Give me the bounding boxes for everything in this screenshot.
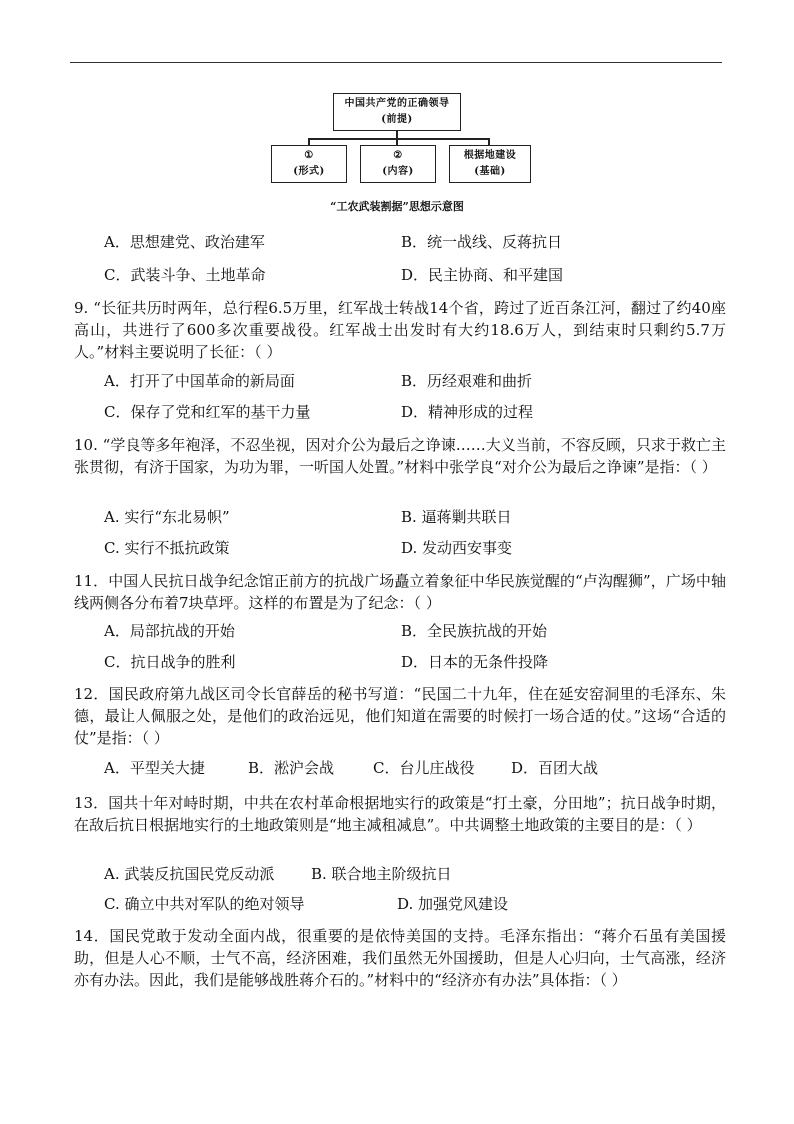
diagram-box-form (271, 145, 347, 183)
q8-option-b: B．统一战线、反蒋抗日 (401, 233, 563, 251)
q11-option-a: A．局部抗战的开始 (104, 622, 235, 640)
q9-option-c: C．保存了党和红军的基干力量 (104, 403, 311, 421)
diagram-box-base (449, 145, 531, 183)
diagram-box-label: ② (393, 150, 403, 161)
q10-option-d: D. 发动西安事变 (401, 539, 513, 557)
q12-option-c: C．台儿庄战役 (373, 759, 475, 777)
diagram (0, 0, 794, 220)
question-10-stem: 10. “学良等多年袍泽，不忍坐视，因对介公为最后之诤谏……大义当前，不容反顾，只求于救亡主张贯彻，有济于国家，为功为罪，一听国人处置。”材料中张学良“对介公为最后之诤谏”是指：（ ） (74, 436, 726, 476)
q11-option-b: B．全民族抗战的开始 (401, 622, 548, 640)
q13-option-c: C. 确立中共对军队的绝对领导 (104, 895, 305, 913)
q12-option-b: B．淞沪会战 (248, 759, 335, 777)
q8-option-c: C．武装斗争、土地革命 (104, 266, 266, 284)
diagram-connector (308, 138, 490, 140)
diagram-top-box-title: 中国共产党的正确领导 (344, 98, 450, 109)
question-14-stem: 14．国民党敢于发动全面内战，很重要的是依恃美国的支持。毛泽东指出：“蒋介石虽有美国援助，但是人心不顺，士气不高，经济困难，我们虽然无外国援助，但是人心归向，士气高涨，经济亦有办法。因此，我们是能够战胜蒋介石的。”材料中的“经济亦有办法”具体指：（ ） (74, 927, 726, 989)
diagram-box-note: (基础) (474, 166, 506, 177)
diagram-box-label: ① (304, 150, 314, 161)
q13-option-d: D. 加强党风建设 (397, 895, 509, 913)
diagram-box-content (360, 145, 436, 183)
q10-option-b: B. 逼蒋剿共联日 (401, 508, 512, 526)
diagram-top-box (333, 93, 461, 131)
question-13-stem: 13．国共十年对峙时期，中共在农村革命根据地实行的政策是“打土豪，分田地”；抗日战争时期，在敌后抗日根据地实行的土地政策则是“地主减租减息”。中共调整土地政策的主要目的是：（ ） (74, 794, 726, 834)
diagram-caption: “工农武装割据”思想示意图 (330, 200, 464, 213)
q12-option-d: D．百团大战 (511, 759, 599, 777)
q9-option-d: D．精神形成的过程 (401, 403, 534, 421)
q13-option-b: B. 联合地主阶级抗日 (311, 865, 452, 883)
diagram-box-note: (形式) (293, 166, 325, 177)
diagram-top-box-note: (前提) (381, 114, 413, 125)
question-12-stem: 12．国民政府第九战区司令长官薛岳的秘书写道：“民国二十九年，住在延安窑洞里的毛泽东、朱德，最让人佩服之处，是他们的政治远见，他们知道在需要的时候打一场合适的仗。”这场“合适的仗”是指：（ ） (74, 685, 726, 747)
q10-option-c: C. 实行不抵抗政策 (104, 539, 230, 557)
q12-option-a: A．平型关大捷 (104, 759, 205, 777)
question-11-stem: 11．中国人民抗日战争纪念馆正前方的抗战广场矗立着象征中华民族觉醒的“卢沟醒狮”，广场中轴线两侧各分布着7块草坪。这样的布置是为了纪念：（ ） (74, 572, 726, 612)
q11-option-d: D．日本的无条件投降 (401, 653, 549, 671)
question-9-stem: 9. “长征共历时两年，总行程6.5万里，红军战士转战14个省，跨过了近百条江河，翻过了约40座高山，共进行了600多次重要战役。红军战士出发时有大约18.6万人，到结束时只剩约5.7万人。”材料主要说明了长征：（ ） (74, 299, 726, 361)
q8-option-a: A．思想建党、政治建军 (104, 233, 265, 251)
q9-option-b: B．历经艰难和曲折 (401, 372, 533, 390)
q13-option-a: A. 武装反抗国民党反动派 (104, 865, 275, 883)
q11-option-c: C．抗日战争的胜利 (104, 653, 236, 671)
diagram-box-note: (内容) (382, 166, 414, 177)
q8-option-d: D．民主协商、和平建国 (401, 266, 564, 284)
diagram-box-label: 根据地建设 (463, 150, 517, 161)
q9-option-a: A．打开了中国革命的新局面 (104, 372, 295, 390)
q10-option-a: A. 实行“东北易帜” (104, 508, 230, 526)
